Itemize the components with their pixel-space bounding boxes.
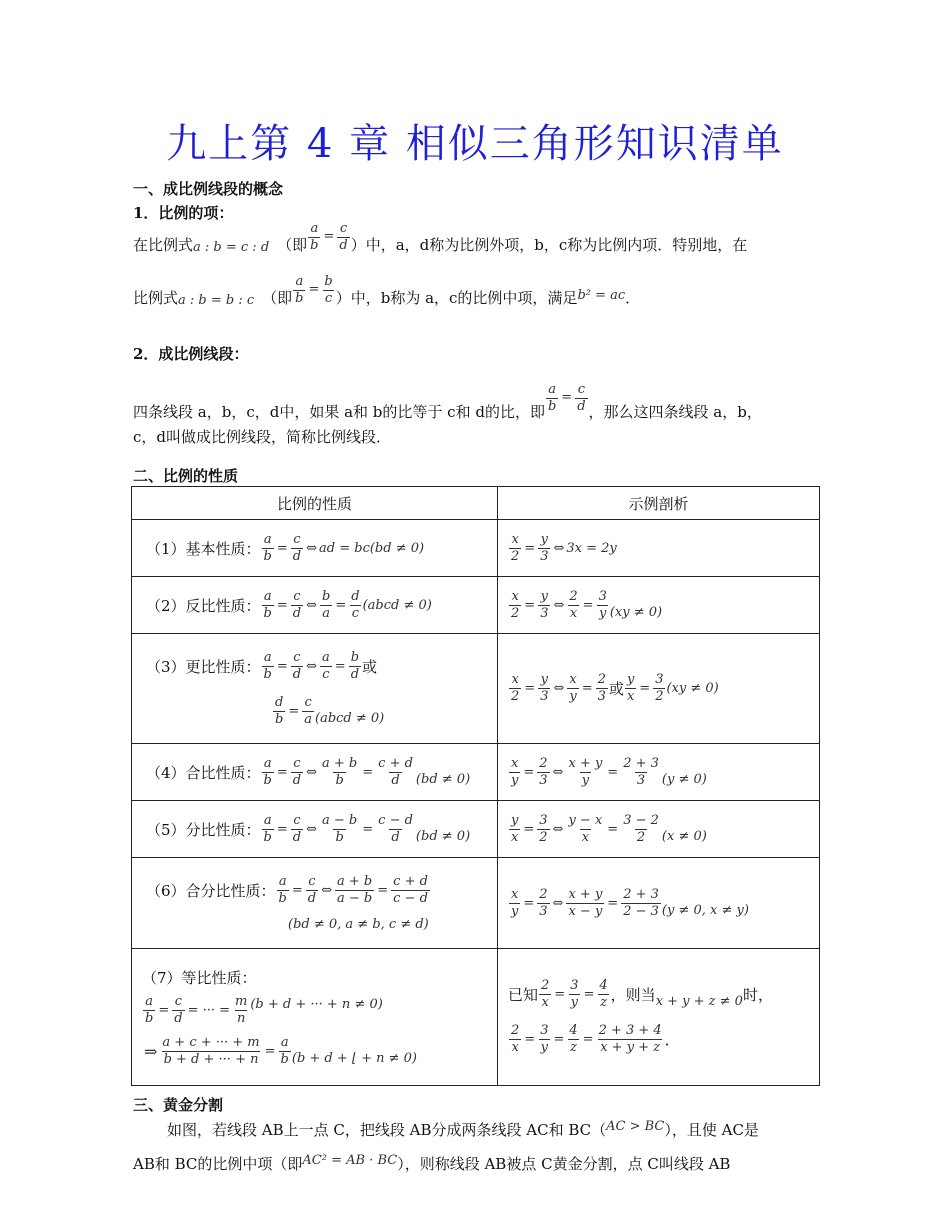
paragraph-proportional-segments: 四条线段 a，b，c，d中，如果 a和 b的比等于 c和 d的比，即 $\frac{a}{b}$ = $\frac{c}{d}$ ，那么这四条线段 a，b， (133, 381, 762, 421)
section-heading-3: 三、黄金分割 (133, 1096, 224, 1114)
paragraph-ratio-terms-1: 在比例式 a : b = c : d （即 $\frac{a}{b}$ = $\frac{c}{d}$ ）中， a，d称为比例外项，b，c称为比例内项．特别地，在 (133, 220, 748, 255)
example-cell: $\frac{x}{2}$ = $\frac{y}{3}$ ⇔ $\frac{x}{y}$ = $\frac{2}{3}$ 或 $\frac{y}{x}$ = $\frac{3}{2}$ (xy ≠ 0) (498, 634, 820, 744)
table-row (132, 949, 820, 1086)
paragraph-golden-section-1: 如图，若线段 AB上一点 C，把线段 AB分成两条线段 AC和 BC（ AC > BC ），且使 AC是 (167, 1119, 759, 1139)
table-header-property: 比例的性质 (132, 487, 498, 520)
table-row (132, 577, 820, 634)
table-row (132, 801, 820, 858)
properties-table (131, 486, 820, 1086)
paragraph-proportional-segments-2: c，d叫做成比例线段，简称比例线段． (133, 428, 392, 446)
subsection-heading-2: 2．成比例线段： (133, 345, 249, 363)
example-cell: $\frac{x}{y}$ = $\frac{2}{3}$ ⇔ $\frac{x + y}{y}$ = $\frac{2 + 3}{3}$ (y ≠ 0) (498, 744, 820, 801)
property-cell: （3）更比性质： $\frac{a}{b}$ = $\frac{c}{d}$ ⇔ $\frac{a}{c}$ = $\frac{b}{d}$ 或 $\frac{d}{b}$ = $\frac{c}{a}$ (abcd ≠ 0) (132, 634, 498, 744)
example-cell: $\frac{x}{y}$ = $\frac{2}{3}$ ⇔ $\frac{x + y}{x - y}$ = $\frac{2 + 3}{2 - 3}$ (y ≠ 0, x ≠ y) (498, 858, 820, 949)
property-cell: （5）分比性质： $\frac{a}{b}$ = $\frac{c}{d}$ ⇔ $\frac{a - b}{b}$ = $\frac{c - d}{d}$ (bd ≠ 0) (132, 801, 498, 858)
table-row (132, 858, 820, 949)
property-cell: （4）合比性质： $\frac{a}{b}$ = $\frac{c}{d}$ ⇔ $\frac{a + b}{b}$ = $\frac{c + d}{d}$ (bd ≠ 0) (132, 744, 498, 801)
section-heading-1: 一、成比例线段的概念 (133, 180, 284, 198)
subsection-heading-1: 1．比例的项： (133, 204, 234, 222)
property-cell: （7）等比性质： $\frac{a}{b}$ = $\frac{c}{d}$ = ··· = $\frac{m}{n}$ (b + d + ··· + n ≠ 0) ⇒ $\frac{a + c + \cdot\cdot\cdot + m}{b + d + \cdot\cdot\cdot + n}$ = $\frac{a}{b}$ (b + d + ⌊ + n ≠ 0) (132, 949, 498, 1086)
section-heading-2: 二、比例的性质 (133, 467, 239, 485)
table-row (132, 744, 820, 801)
example-cell: $\frac{x}{2}$ = $\frac{y}{3}$ ⇔ 3x = 2y (498, 520, 820, 577)
table-row (132, 520, 820, 577)
paragraph-ratio-terms-2: 比例式 a : b = b : c （即 $\frac{a}{b}$ = $\frac{b}{c}$ ）中，b称为 a，c的比例中项，满足 b² = ac ． (133, 273, 641, 308)
table-header-row (132, 487, 820, 520)
page-title: 九上第 4 章 相似三角形知识清单 (166, 121, 784, 167)
property-cell: （6）合分比性质： $\frac{a}{b}$ = $\frac{c}{d}$ ⇔ $\frac{a + b}{a - b}$ = $\frac{c + d}{c - d}$ (bd ≠ 0, a ≠ b, c ≠ d) (132, 858, 498, 949)
paragraph-golden-section-2: AB和 BC的比例中项（即 AC² = AB · BC ），则称线段 AB被点 C黄金分割，点 C叫线段 AB (133, 1153, 731, 1173)
table-header-example: 示例剖析 (498, 487, 820, 520)
table-row (132, 634, 820, 744)
property-cell: （1）基本性质： $\frac{a}{b}$ = $\frac{c}{d}$ ⇔ ad = bc (bd ≠ 0) (132, 520, 498, 577)
example-cell: 已知 $\frac{2}{x}$ = $\frac{3}{y}$ = $\frac{4}{z}$ ，则当 x + y + z ≠ 0 时， $\frac{2}{x}$ = $\frac{3}{y}$ = $\frac{4}{z}$ = $\frac{2 + 3 + 4}{x + y + z}$ ． (498, 949, 820, 1086)
example-cell: $\frac{x}{2}$ = $\frac{y}{3}$ ⇔ $\frac{2}{x}$ = $\frac{3}{y}$ (xy ≠ 0) (498, 577, 820, 634)
property-cell: （2）反比性质： $\frac{a}{b}$ = $\frac{c}{d}$ ⇔ $\frac{b}{a}$ = $\frac{d}{c}$ (abcd ≠ 0) (132, 577, 498, 634)
example-cell: $\frac{y}{x}$ = $\frac{3}{2}$ ⇔ $\frac{y - x}{x}$ = $\frac{3 - 2}{2}$ (x ≠ 0) (498, 801, 820, 858)
